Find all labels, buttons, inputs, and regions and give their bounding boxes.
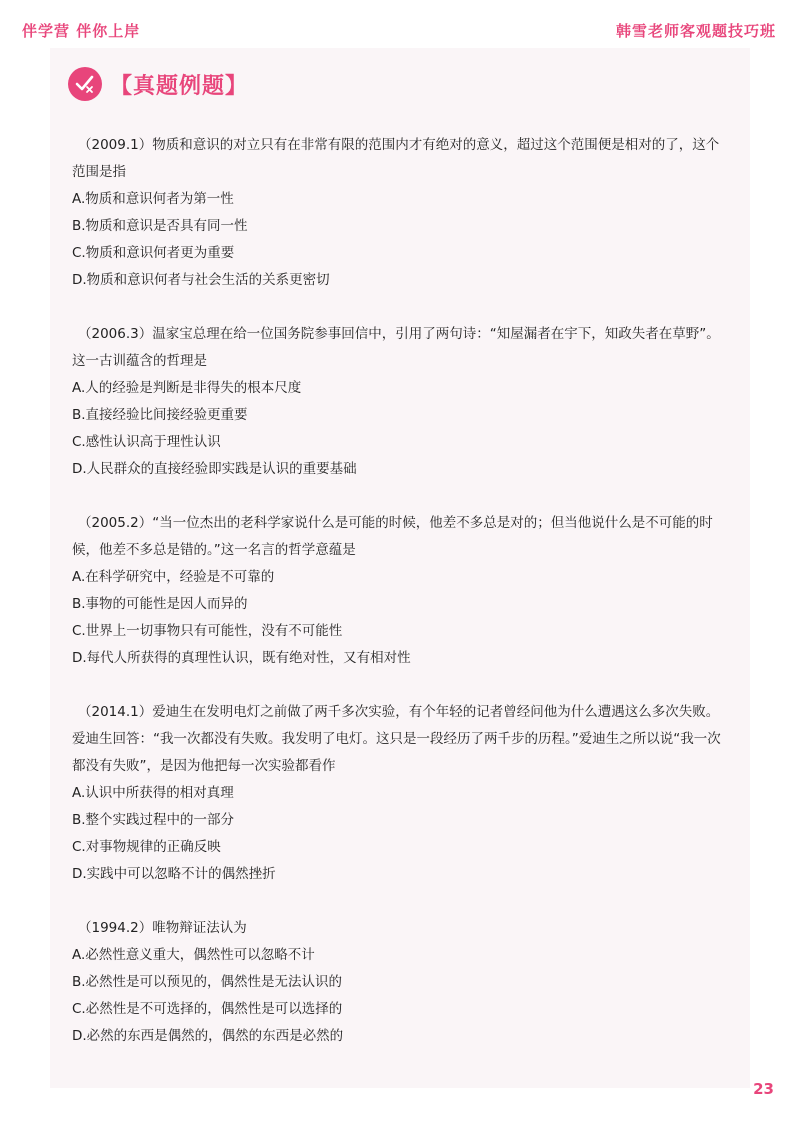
question-stem: （2009.1）物质和意识的对立只有在非常有限的范围内才有绝对的意义，超过这个范围便是相对的了，这个范围是指 (72, 137, 720, 180)
option-b: B.事物的可能性是因人而异的 (72, 596, 248, 612)
option-b: B.物质和意识是否具有同一性 (72, 218, 248, 234)
option-c: C.世界上一切事物只有可能性，没有不可能性 (72, 623, 343, 639)
question-list (72, 132, 732, 1077)
question-item (72, 132, 732, 294)
option-d: D.人民群众的直接经验即实践是认识的重要基础 (72, 461, 357, 477)
option-a: A.物质和意识何者为第一性 (72, 191, 234, 207)
header-right-course: 韩雪老师客观题技巧班 (615, 22, 776, 40)
checkmark-badge-icon (68, 67, 102, 101)
option-c: C.必然性是不可选择的，偶然性是可以选择的 (72, 1001, 343, 1017)
option-d: D.每代人所获得的真理性认识，既有绝对性，又有相对性 (72, 650, 411, 666)
option-b: B.直接经验比间接经验更重要 (72, 407, 248, 423)
option-a: A.认识中所获得的相对真理 (72, 785, 234, 801)
question-stem: （2014.1）爱迪生在发明电灯之前做了两千多次实验，有个年轻的记者曾经问他为什么遭遇这么多次失败。爱迪生回答：“我一次都没有失败。我发明了电灯。这只是一段经历了两千步的历程。”爱迪生之所以说“我一次都没有失败”，是因为他把每一次实验都看作 (72, 704, 721, 774)
option-c: C.对事物规律的正确反映 (72, 839, 221, 855)
question-stem: （2006.3）温家宝总理在给一位国务院参事回信中，引用了两句诗：“知屋漏者在宇下，知政失者在草野”。这一古训蕴含的哲理是 (72, 326, 720, 369)
header-left-slogan: 伴学营 伴你上岸 (22, 22, 141, 40)
option-d: D.必然的东西是偶然的，偶然的东西是必然的 (72, 1028, 344, 1044)
page-number: 23 (753, 1080, 774, 1098)
question-item (72, 915, 732, 1050)
option-b: B.必然性是可以预见的，偶然性是无法认识的 (72, 974, 343, 990)
section-title (68, 66, 248, 102)
option-a: A.必然性意义重大，偶然性可以忽略不计 (72, 947, 315, 963)
option-a: A.人的经验是判断是非得失的根本尺度 (72, 380, 302, 396)
option-d: D.物质和意识何者与社会生活的关系更密切 (72, 272, 330, 288)
option-a: A.在科学研究中，经验是不可靠的 (72, 569, 275, 585)
option-d: D.实践中可以忽略不计的偶然挫折 (72, 866, 276, 882)
question-item (72, 321, 732, 483)
question-item (72, 699, 732, 888)
section-title-text: 【真题例题】 (110, 73, 249, 99)
option-c: C.感性认识高于理性认识 (72, 434, 221, 450)
question-stem: （2005.2）“当一位杰出的老科学家说什么是可能的时候，他差不多总是对的；但当他说什么是不可能的时候，他差不多总是错的。”这一名言的哲学意蕴是 (72, 515, 713, 558)
option-b: B.整个实践过程中的一部分 (72, 812, 235, 828)
question-stem: （1994.2）唯物辩证法认为 (78, 920, 247, 936)
option-c: C.物质和意识何者更为重要 (72, 245, 235, 261)
question-item (72, 510, 732, 672)
